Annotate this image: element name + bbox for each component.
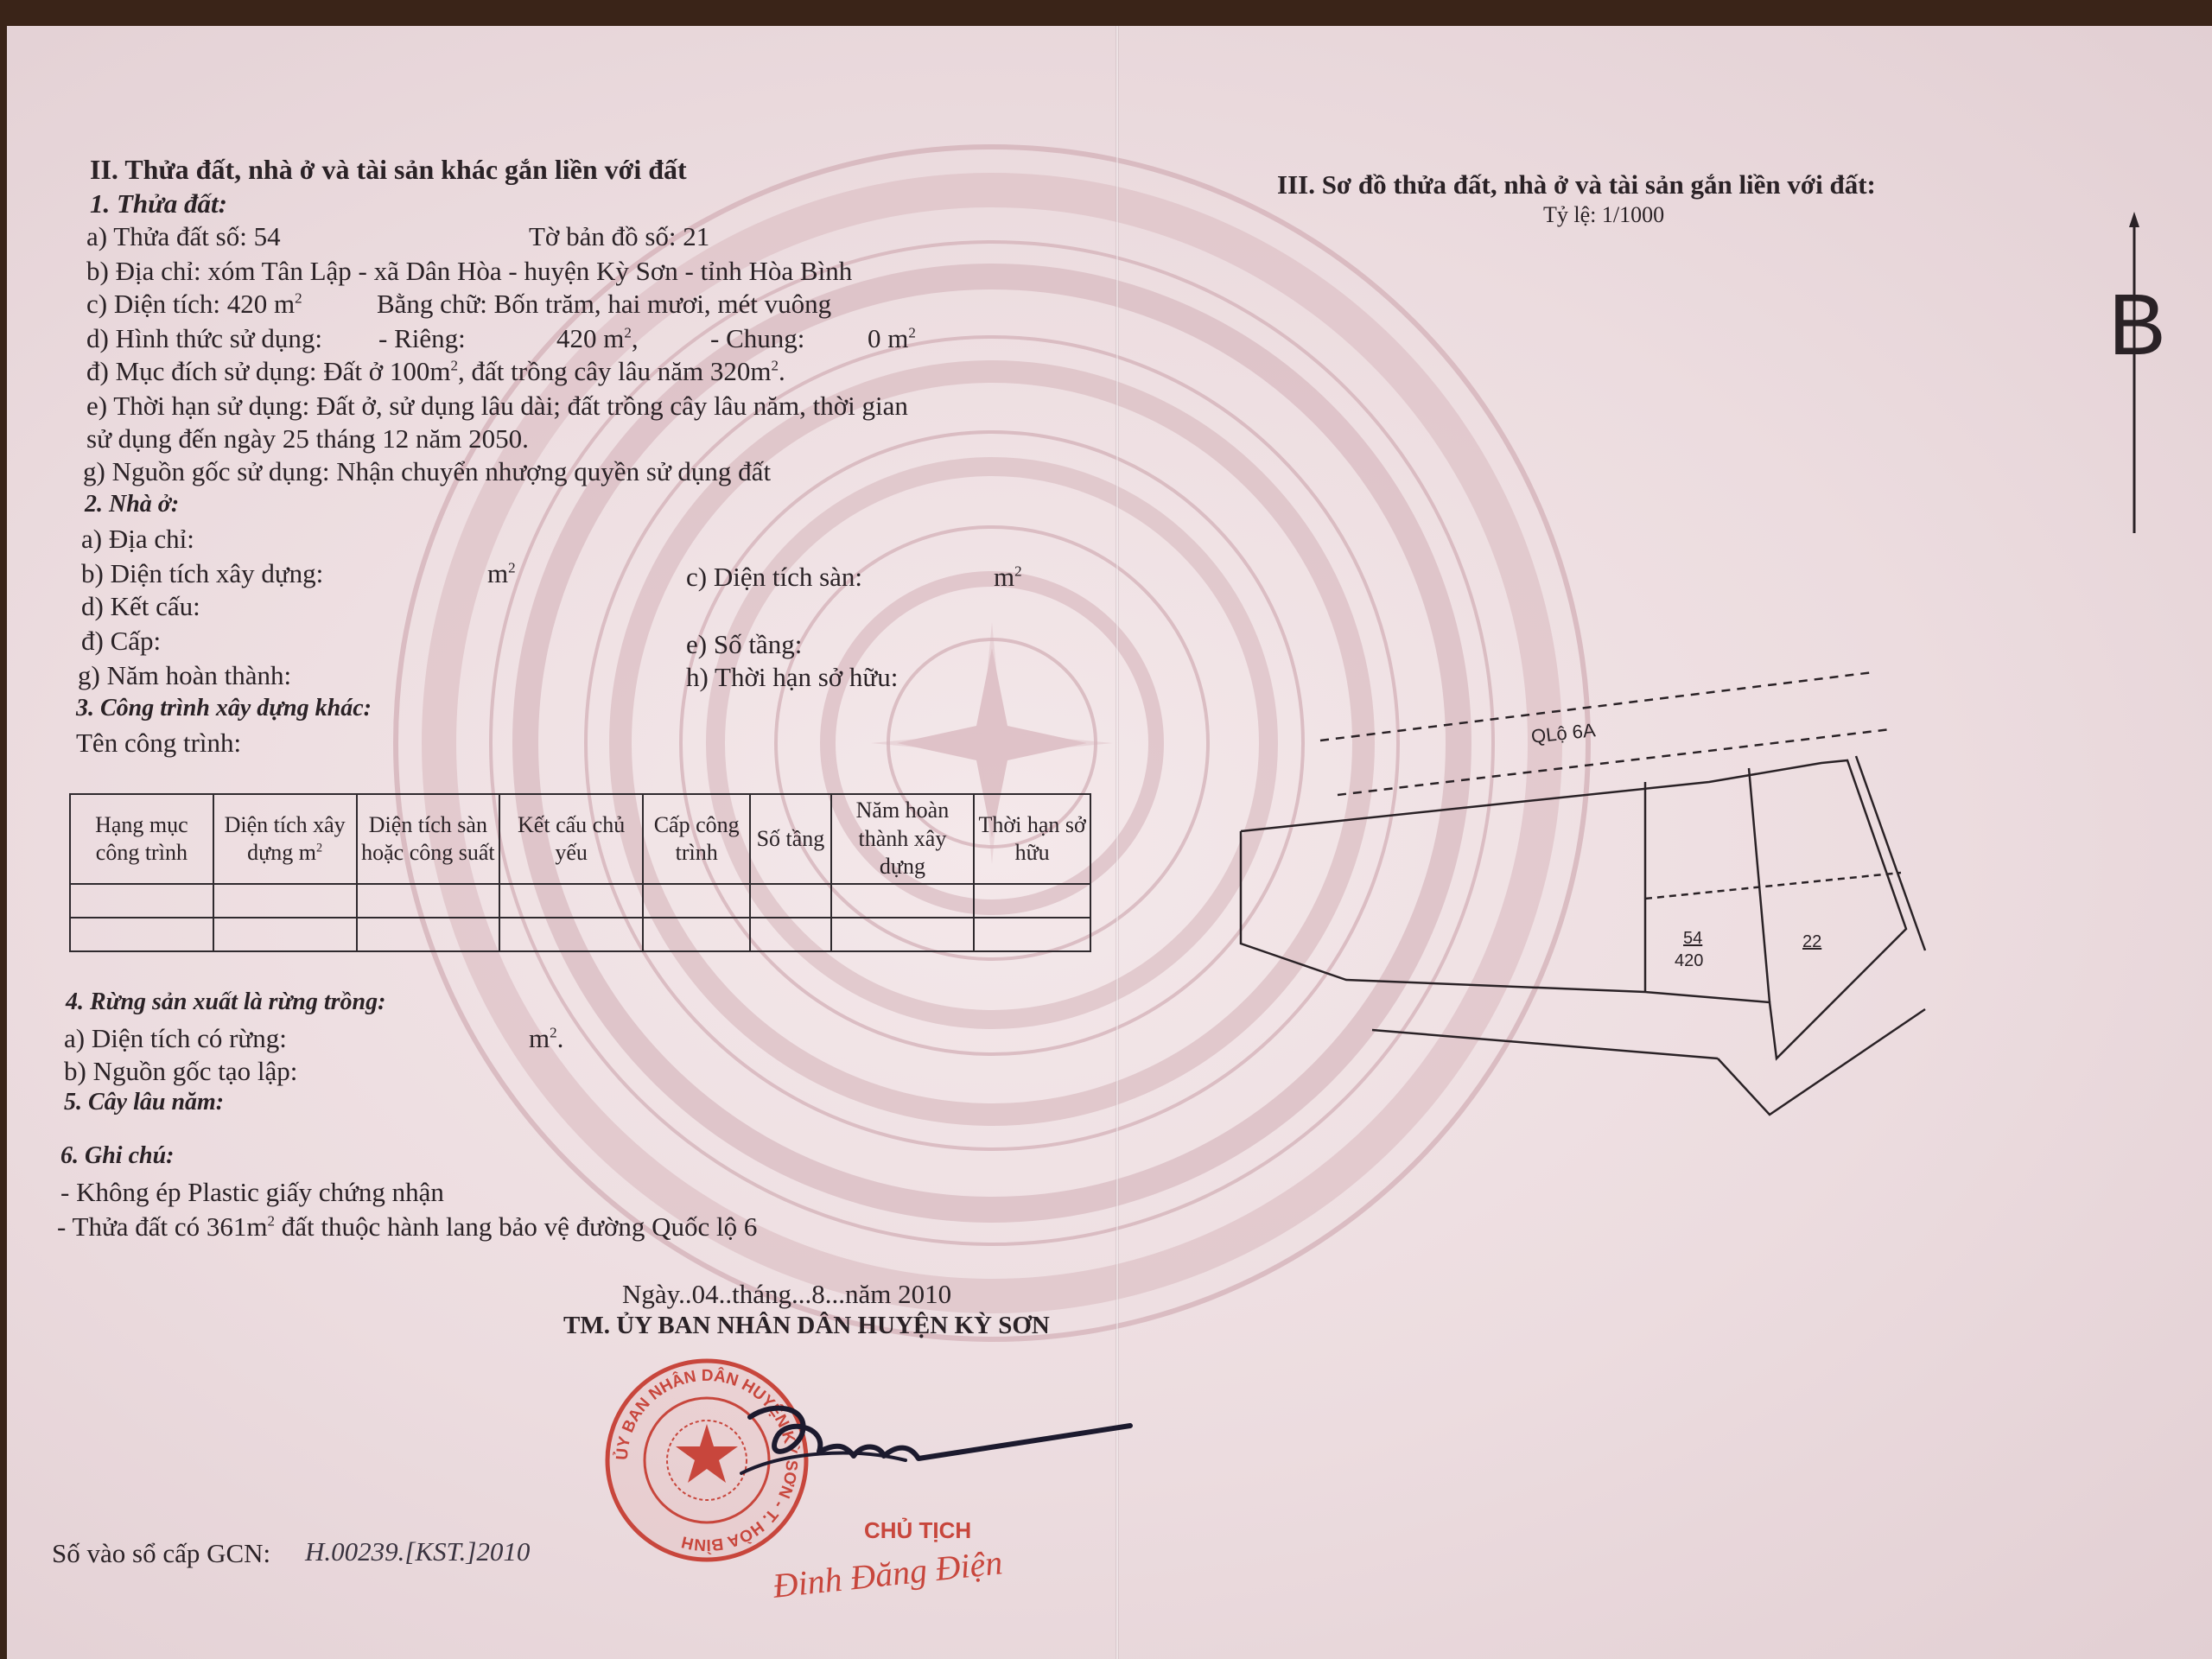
signer-name: Đinh Đăng Điện [771,1542,1005,1605]
section2-heading: II. Thửa đất, nhà ở và tài sản khác gắn liền với đất [90,154,687,185]
use-shared-value: 0 $m^2$ [868,323,916,353]
registry-number-value: H.00239.[KST.]2010 [305,1536,531,1567]
house-floors: e) Số tầng: [686,629,803,659]
house-floor-area: c) Diện tích sàn: [686,562,863,592]
house-grade: đ) Cấp: [81,626,162,656]
use-term-line2: sử dụng đến ngày 25 tháng 12 năm 2050. [86,423,529,454]
table-header-row [70,794,1090,884]
road-label: QLộ 6A [1529,719,1597,747]
house-floor-area-unit: $m^2$ [994,562,1022,592]
map-sheet-number: Tờ bản đồ số: 21 [529,221,710,251]
chairman-signature [715,1391,1139,1495]
house-ownership-term: h) Thời hạn sở hữu: [686,662,899,692]
section3-heading: III. Sơ đồ thửa đất, nhà ở và tài sản gắn liền với đất: [1277,169,1876,200]
issue-date: Ngày..04..tháng...8...năm 2010 [622,1279,952,1309]
other-works-table [69,793,1091,952]
forest-area: a) Diện tích có rừng: [64,1023,287,1053]
use-form-label: d) Hình thức sử dụng: [86,323,322,353]
use-term-line1: e) Thời hạn sử dụng: Đất ở, sử dụng lâu dài; đất trồng cây lâu năm, thời gian [86,391,908,421]
table-header: Số tầng [750,794,830,884]
notes-heading: 6. Ghi chú: [60,1142,175,1169]
parcel-area-words: Bằng chữ: Bốn trăm, hai mươi, mét vuông [377,289,832,319]
parcel-address: b) Địa chỉ: xóm Tân Lập - xã Dân Hòa - huyện Kỳ Sơn - tỉnh Hòa Bình [86,256,853,286]
use-purpose: đ) Mục đích sử dụng: Đất ở $100m^2$, đất trồng cây lâu năm $320m^2$. [86,356,785,386]
use-shared-label: - Chung: [710,323,805,353]
north-label: B [2108,276,2166,373]
land-heading: 1. Thửa đất: [90,188,227,219]
table-header: Diện tích xây dựng $m^2$ [213,794,357,884]
house-address: a) Địa chỉ: [81,524,194,554]
map-neighbor-parcel: 22 [1802,932,1822,951]
parcel-area: c) Diện tích: 420 $m^2$ [86,289,302,319]
house-heading: 2. Nhà ở: [85,491,180,518]
house-structure: d) Kết cấu: [81,591,200,621]
parcel-map [1234,648,2202,1166]
use-origin: g) Nguồn gốc sử dụng: Nhận chuyển nhượng quyền sử dụng đất [83,456,772,486]
work-name-label: Tên công trình: [76,728,242,758]
other-works-heading: 3. Công trình xây dựng khác: [76,695,372,721]
issuing-authority: TM. ỦY BAN NHÂN DÂN HUYỆN KỲ SƠN [563,1312,1050,1339]
map-parcel-area: 420 [1675,951,1704,970]
forest-area-unit: $m^2$. [529,1023,564,1053]
table-header: Cấp công trình [643,794,750,884]
registry-number-label: Số vào sổ cấp GCN: [52,1538,271,1568]
house-completed: g) Năm hoàn thành: [78,660,292,690]
signer-title: CHỦ TỊCH [864,1517,972,1543]
house-build-area: b) Diện tích xây dựng: [81,558,324,588]
use-private-value: 420 $m^2$, [556,323,639,353]
note-line: - Thửa đất có $361m^2$ đất thuộc hành lang bảo vệ đường Quốc lộ 6 [57,1211,758,1242]
table-header: Kết cấu chủ yếu [499,794,643,884]
table-row [70,884,1090,918]
perennial-heading: 5. Cây lâu năm: [64,1089,225,1116]
table-header: Diện tích sàn hoặc công suất [357,794,500,884]
table-header: Thời hạn sở hữu [974,794,1090,884]
note-line: - Không ép Plastic giấy chứng nhận [60,1177,444,1207]
table-header: Năm hoàn thành xây dựng [831,794,975,884]
svg-text:ỦY BAN NHÂN DÂN HUYỆN KỲ SƠN -: ỦY BAN NHÂN DÂN HUYỆN KỲ SƠN - T. HÒA BÌNH [613,1366,801,1554]
north-arrow-icon [2098,212,2176,540]
house-build-area-unit: $m^2$ [487,558,516,588]
certificate-page [7,26,2212,1659]
use-private-label: - Riêng: [378,323,466,353]
forest-origin: b) Nguồn gốc tạo lập: [64,1056,298,1086]
table-row [70,918,1090,951]
map-scale: Tỷ lệ: 1/1000 [1543,202,1665,227]
map-parcel-number: 54 [1683,929,1703,948]
parcel-number: a) Thửa đất số: 54 [86,221,281,251]
table-header: Hạng mục công trình [70,794,213,884]
forest-heading: 4. Rừng sản xuất là rừng trồng: [66,988,386,1015]
